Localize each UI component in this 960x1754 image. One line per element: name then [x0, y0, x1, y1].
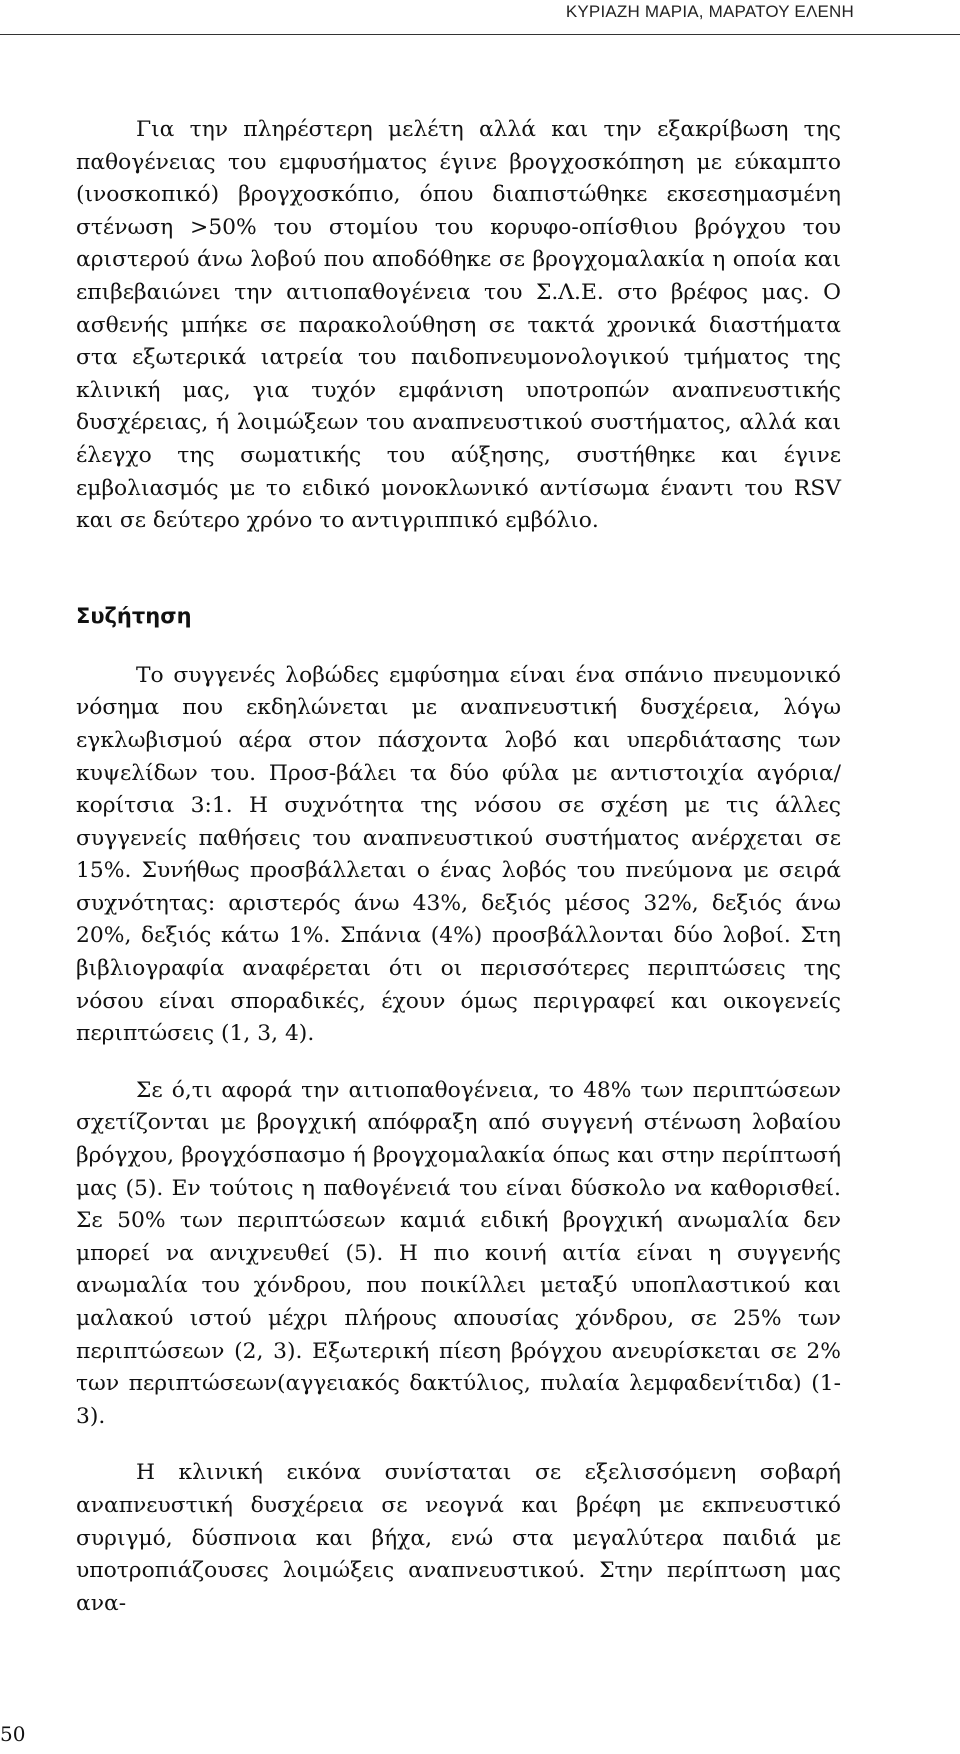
- section-spacer: [76, 538, 841, 602]
- discussion-paragraph: Το συγγενές λοβώδες εμφύσημα είναι ένα σπάνιο πνευμονικό νόσημα που εκδηλώνεται με αναπνευστική δυσχέρεια, λόγω εγκλωβισμού αέρα στον πάσχοντα λοβό και υπερδιάτασης των κυψελίδων του. Προσ-βάλει τα δύο φύλα με αντιστοιχία αγόρια/κορίτσια 3:1. Η συχνότητα της νόσου σε σχέση με τις άλλες συγγενείς παθήσεις του αναπνευστικού συστήματος ανέρχεται σε 15%. Συνήθως προσβάλλεται ο ένας λοβός του πνεύμονα με σειρά συχνότητας: αριστερός άνω 43%, δεξιός μέσος 32%, δεξιός άνω 20%, δεξιός κάτω 1%. Σπάνια (4%) προσβάλλονται δύο λοβοί. Στη βιβλιογραφία αναφέρεται ότι οι περισσότερες περιπτώσεις της νόσου είναι σποραδικές, έχουν όμως περιγραφεί και οικογενείς περιπτώσεις (1, 3, 4).: [76, 662, 841, 1047]
- page-number: 50: [0, 1722, 26, 1746]
- header-divider: [0, 34, 960, 35]
- section-heading-discussion: Συζήτηση: [76, 603, 192, 628]
- discussion-paragraph: Η κλινική εικόνα συνίσταται σε εξελισσόμενη σοβαρή αναπνευστική δυσχέρεια σε νεογνά και βρέφη με εκπνευστικό συριγμό, δύσπνοια και βήχα, ενώ στα μεγαλύτερα παιδιά με υποτροπιάζουσες λοιμώξεις αναπνευστικού. Στην περίπτωση μας ανα-: [76, 1460, 841, 1616]
- running-header: ΚΥΡΙΑΖΗ ΜΑΡΙΑ, ΜΑΡΑΤΟΥ ΕΛΕΝΗ: [565, 2, 854, 21]
- page-body: [76, 114, 841, 1620]
- case-paragraph: Για την πληρέστερη μελέτη αλλά και την εξακρίβωση της παθογένειας του εμφυσήματος έγινε βρογχοσκόπηση με εύκαμπτο (ινοσκοπικό) βρογχοσκόπιο, όπου διαπιστώθηκε εκσεσημασμένη στένωση >50% του στομίου του κορυφο-οπίσθιου βρόγχου του αριστερού άνω λοβού που αποδόθηκε σε βρογχομαλακία η οποία και επιβεβαιώνει την αιτιοπαθογένεια του Σ.Λ.Ε. στο βρέφος μας. Ο ασθενής μπήκε σε παρακολούθηση σε τακτά χρονικά διαστήματα στα εξωτερικά ιατρεία του παιδοπνευμονολογικού τμήματος της κλινική μας, για τυχόν εμφάνιση υποτροπών αναπνευστικής δυσχέρειας, ή λοιμώξεων του αναπνευστικού συστήματος, αλλά και έλεγχο της σωματικής του αύξησης, συστήθηκε και έγινε εμβολιασμός με το ειδικό μονοκλωνικό αντίσωμα έναντι του RSV και σε δεύτερο χρόνο το αντιγριππικό εμβόλιο.: [76, 117, 841, 534]
- discussion-paragraph: Σε ό,τι αφορά την αιτιοπαθογένεια, το 48% των περιπτώσεων σχετίζονται με βρογχική απόφραξη από συγγενή στένωση λοβαίου βρόγχου, βρογχόσπασμο ή βρογχομαλακία όπως και στην περίπτωσή μας (5). Εν τούτοις η παθογένειά του είναι δύσκολο να καθορισθεί. Σε 50% των περιπτώσεων καμιά ειδική βρογχική ανωμαλία δεν μπορεί να ανιχνευθεί (5). Η πιο κοινή αιτία είναι η συγγενής ανωμαλία του χόνδρου, που ποικίλλει μεταξύ υποπλαστικού και μαλακού ιστού μέχρι πλήρους απουσίας χόνδρου, σε 25% των περιπτώσεων (2, 3). Εξωτερική πίεση βρόγχου ανευρίσκεται σε 2% των περιπτώσεων(αγγειακός δακτύλιος, πυλαία λεμφαδενίτιδα) (1-3).: [76, 1077, 841, 1429]
- paragraph-spacer: [76, 1051, 841, 1075]
- paragraph-spacer: [76, 1433, 841, 1457]
